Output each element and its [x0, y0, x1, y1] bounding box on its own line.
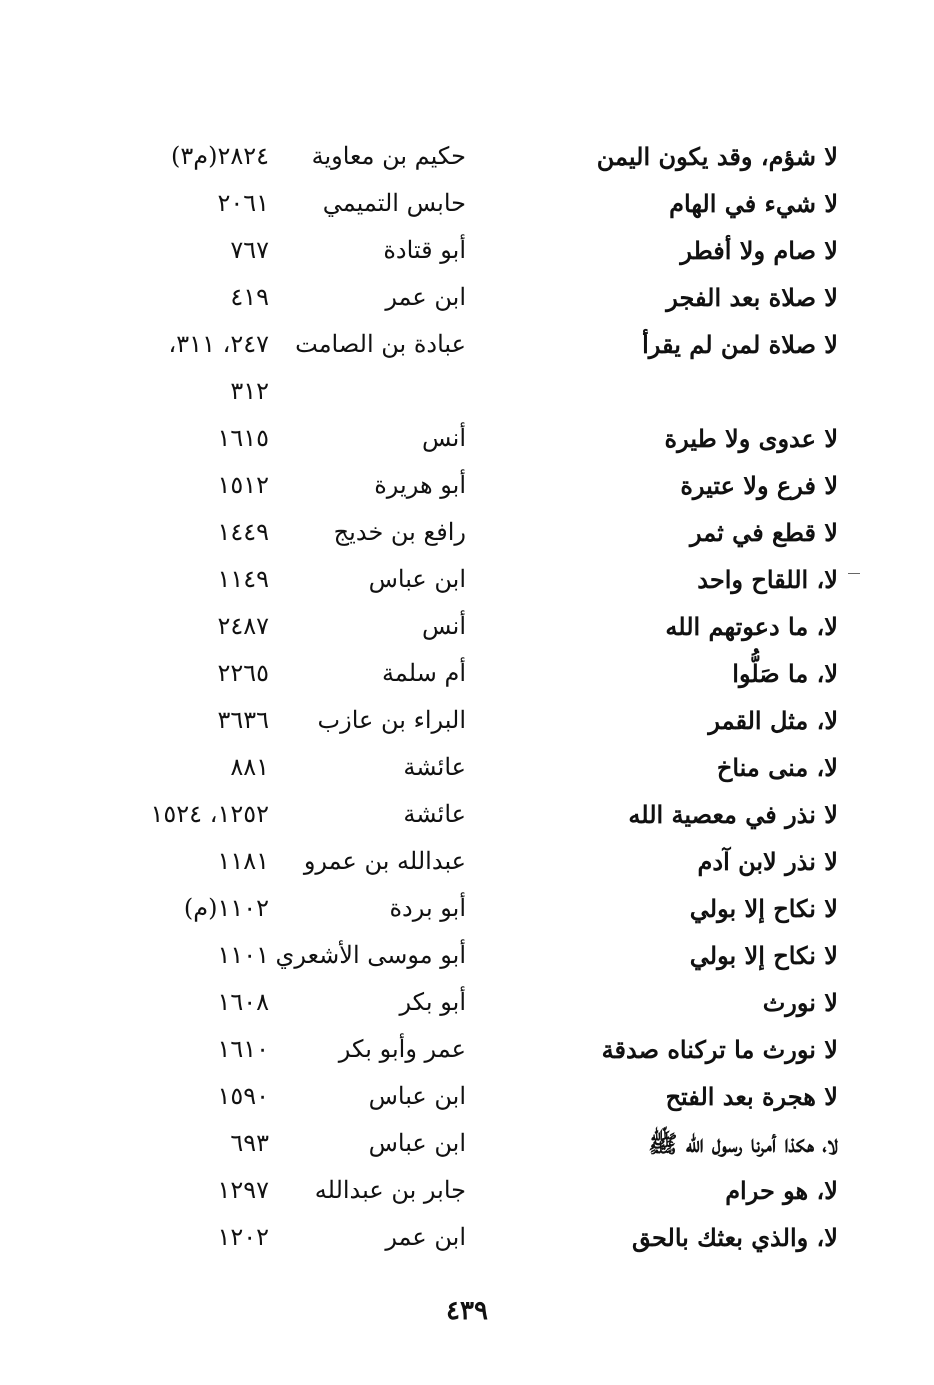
hadith-reference-number: ٤١٩: [230, 283, 269, 311]
narrator-name: حابس التميمي: [322, 189, 466, 217]
hadith-reference-number: ١١٠١: [217, 941, 269, 969]
hadith-text: لا فرع ولا عتيرة: [680, 471, 838, 500]
hadith-reference-number: ٨٨١: [230, 753, 269, 781]
index-row: [0, 838, 934, 885]
narrator-name: ابن عباس: [368, 1129, 466, 1157]
index-row: [0, 274, 934, 321]
index-row: [0, 368, 934, 415]
index-row: [0, 1167, 934, 1214]
narrator-name: عمر وأبو بكر: [338, 1035, 466, 1063]
index-row: [0, 979, 934, 1026]
hadith-reference-number: ٢٤٧، ٣١١،: [168, 330, 269, 358]
index-row: [0, 180, 934, 227]
hadith-text: لا، ما صَلُّوا: [732, 659, 838, 688]
index-row: [0, 462, 934, 509]
narrator-name: ابن عباس: [368, 565, 466, 593]
hadith-reference-number: ١٦١٠: [217, 1035, 269, 1063]
hadith-reference-number: ١٥٩٠: [217, 1082, 269, 1110]
index-row: [0, 556, 934, 603]
hadith-reference-number: ١٦١٥: [217, 424, 269, 452]
hadith-text: لا نكاح إلا بولي: [689, 894, 838, 923]
index-row: [0, 509, 934, 556]
hadith-text: لا، والذي بعثك بالحق: [632, 1223, 838, 1252]
narrator-name: أبو هريرة: [374, 471, 466, 499]
narrator-name: حكيم بن معاوية: [311, 142, 466, 170]
narrator-name: رافع بن خديج: [333, 518, 466, 546]
index-row: [0, 415, 934, 462]
index-row: [0, 650, 934, 697]
narrator-name: عبادة بن الصامت: [295, 330, 466, 358]
hadith-reference-number: ٢٨٢٤(م٣): [170, 142, 269, 170]
narrator-name: أنس: [422, 424, 466, 452]
hadith-text: لا عدوى ولا طيرة: [664, 424, 838, 453]
hadith-text: لا شيء في الهام: [669, 189, 838, 218]
hadith-text: لا نورث: [762, 988, 838, 1017]
narrator-name: أبو موسى الأشعري: [275, 941, 466, 969]
hadith-reference-number: ١١٤٩: [217, 565, 269, 593]
hadith-text: لا، مثل القمر: [708, 706, 838, 735]
hadith-text: لا، اللقاح واحد: [697, 565, 838, 594]
hadith-reference-number: ٣٦٣٦: [217, 706, 269, 734]
index-row: [0, 932, 934, 979]
index-row: [0, 697, 934, 744]
narrator-name: أبو قتادة: [383, 236, 466, 264]
narrator-name: البراء بن عازب: [317, 706, 466, 734]
index-row: [0, 1120, 934, 1167]
narrator-name: أبو بردة: [389, 894, 466, 922]
hadith-text: لا نذر لابن آدم: [697, 847, 838, 876]
narrator-name: أبو بكر: [399, 988, 466, 1016]
narrator-name: ابن عمر: [385, 283, 466, 311]
hadith-reference-number: ١١٨١: [217, 847, 269, 875]
hadith-text: لا نكاح إلا بولي: [689, 941, 838, 970]
narrator-name: عائشة: [403, 753, 466, 781]
hadith-reference-number: ٦٩٣: [230, 1129, 269, 1157]
index-row: [0, 791, 934, 838]
page-number: ٤٣٩: [446, 1296, 488, 1326]
narrator-name: أم سلمة: [382, 659, 466, 687]
hadith-text: لا نذر في معصية الله: [628, 800, 838, 829]
narrator-name: ابن عمر: [385, 1223, 466, 1251]
hadith-reference-number: ١٢٥٢، ١٥٢٤: [150, 800, 269, 828]
hadith-text: لا صام ولا أفطر: [680, 236, 838, 265]
hadith-text: لا شؤم، وقد يكون اليمن: [596, 142, 838, 171]
index-row: [0, 603, 934, 650]
index-row: [0, 885, 934, 932]
hadith-reference-number: ١٥١٢: [217, 471, 269, 499]
hadith-text: لا، منى مناخ: [716, 753, 838, 782]
hadith-text: لا، ما دعوتهم الله: [665, 612, 838, 641]
hadith-text: لا صلاة بعد الفجر: [666, 283, 838, 312]
margin-mark: [848, 573, 860, 574]
hadith-reference-number: ٣١٢: [230, 377, 269, 405]
hadith-reference-number: ٢٠٦١: [217, 189, 269, 217]
index-row: [0, 133, 934, 180]
narrator-name: عبدالله بن عمرو: [303, 847, 466, 875]
narrator-name: جابر بن عبدالله: [314, 1176, 466, 1204]
hadith-reference-number: ٧٦٧: [230, 236, 269, 264]
index-row: [0, 227, 934, 274]
hadith-text: لا صلاة لمن لم يقرأ: [642, 330, 838, 359]
hadith-reference-number: ١٢٠٢: [217, 1223, 269, 1251]
hadith-reference-number: ٢٢٦٥: [217, 659, 269, 687]
narrator-name: أنس: [422, 612, 466, 640]
hadith-reference-number: ٢٤٨٧: [217, 612, 269, 640]
hadith-reference-number: ١١٠٢(م): [183, 894, 269, 922]
hadith-text: لا، هو حرام: [725, 1176, 838, 1205]
hadith-reference-number: ١٤٤٩: [217, 518, 269, 546]
hadith-text: لا هجرة بعد الفتح: [665, 1082, 838, 1111]
narrator-name: ابن عباس: [368, 1082, 466, 1110]
index-row: [0, 321, 934, 368]
hadith-text: لا نورث ما تركناه صدقة: [601, 1035, 838, 1064]
narrator-name: عائشة: [403, 800, 466, 828]
hadith-reference-number: ١٢٩٧: [217, 1176, 269, 1204]
index-row: [0, 744, 934, 791]
hadith-index-table: [0, 133, 934, 1261]
index-row: [0, 1026, 934, 1073]
index-row: [0, 1214, 934, 1261]
hadith-reference-number: ١٦٠٨: [217, 988, 269, 1016]
index-row: [0, 1073, 934, 1120]
hadith-text: لا، هكذا أمرنا رسول الله ﷺ: [648, 1129, 838, 1158]
hadith-text: لا قطع في ثمر: [690, 518, 838, 547]
